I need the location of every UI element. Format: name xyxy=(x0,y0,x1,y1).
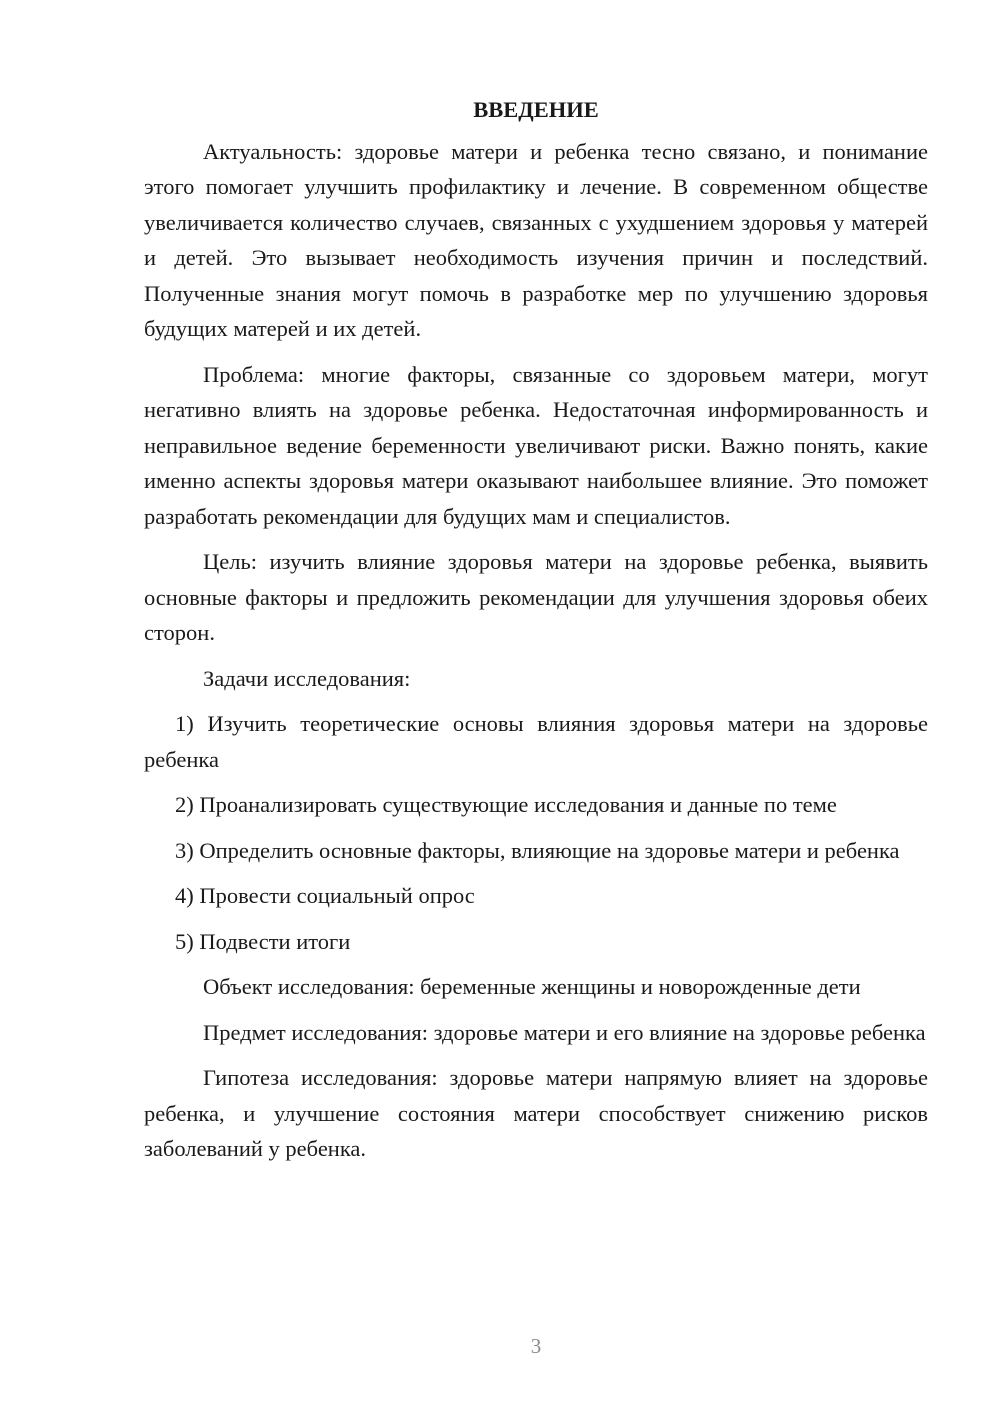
paragraph-goal: Цель: изучить влияние здоровья матери на здоровье ребенка, выявить основные факторы и предложить рекомендации для улучшения здоровья обеих сторон. xyxy=(144,549,928,645)
paragraph-object: Объект исследования: беременные женщины и новорожденные дети xyxy=(203,974,861,999)
paragraph-hypothesis: Гипотеза исследования: здоровье матери напрямую влияет на здоровье ребенка, и улучшение состояния матери способствует снижению рисков заболеваний у ребенка. xyxy=(144,1065,928,1161)
paragraph-problem: Проблема: многие факторы, связанные со здоровьем матери, могут негативно влиять на здоровье ребенка. Недостаточная информированность и неправильное ведение беременности увеличивают риски. Важно понять, какие именно аспекты здоровья матери оказывают наибольшее влияние. Это поможет разработать рекомендации для будущих мам и специалистов. xyxy=(144,361,928,529)
tasks-heading: Задачи исследования: xyxy=(203,665,411,691)
page-content xyxy=(144,92,928,1177)
task-item-4: 4) Провести социальный опрос xyxy=(175,883,475,908)
section-title: ВВЕДЕНИЕ xyxy=(473,97,599,122)
paragraph-subject: Предмет исследования: здоровье матери и его влияние на здоровье ребенка xyxy=(203,1019,926,1045)
task-item-1: 1) Изучить теоретические основы влияния здоровья матери на здоровье ребенка xyxy=(144,711,928,772)
task-item-5: 5) Подвести итоги xyxy=(175,928,351,954)
task-item-3: 3) Определить основные факторы, влияющие на здоровье матери и ребенка xyxy=(175,837,900,863)
paragraph-relevance: Актуальность: здоровье матери и ребенка тесно связано, и понимание этого помогает улучшить профилактику и лечение. В современном обществе увеличивается количество случаев, связанных с ухудшением здоровья у матерей и детей. Это вызывает необходимость изучения причин и последствий. Полученные знания могут помочь в разработке мер по улучшению здоровья будущих матерей и их детей. xyxy=(144,138,928,341)
task-item-2: 2) Проанализировать существующие исследования и данные по теме xyxy=(175,792,837,817)
page-number: 3 xyxy=(530,1334,542,1358)
